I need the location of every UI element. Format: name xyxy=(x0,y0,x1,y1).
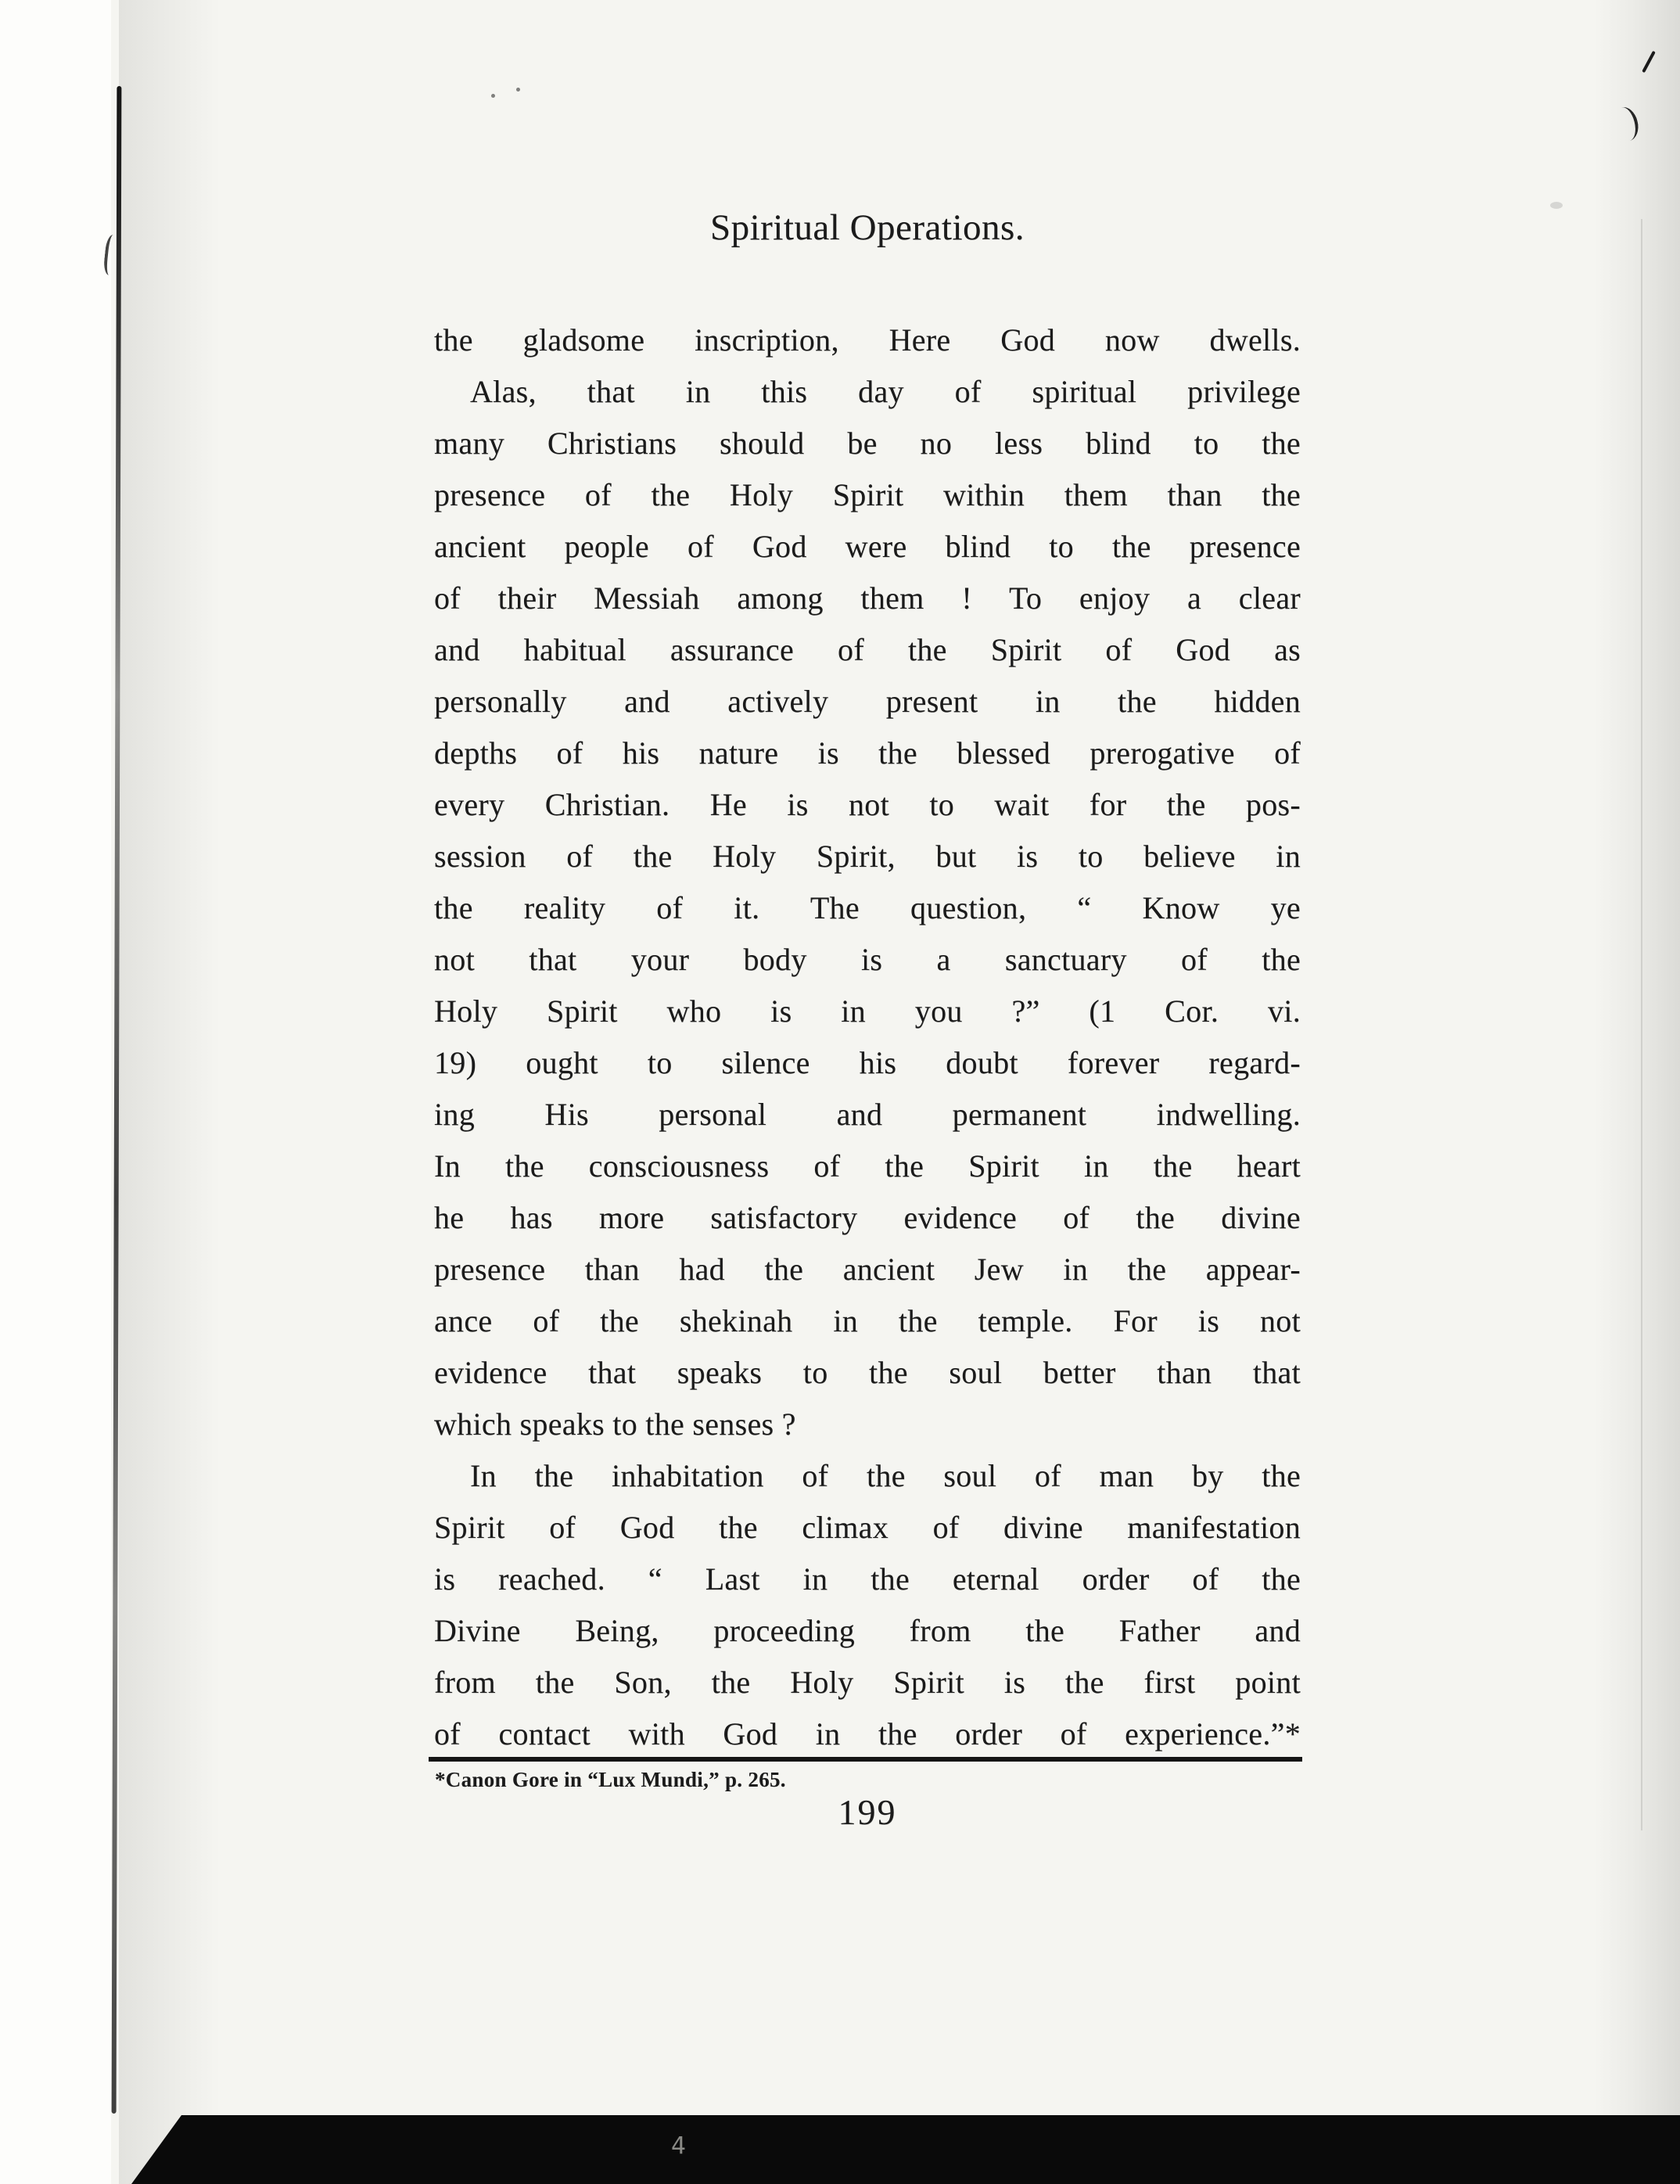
text-line: session of the Holy Spirit, but is to believe in xyxy=(434,839,1301,874)
text-line: is reached. “ Last in the eternal order of the xyxy=(434,1561,1301,1597)
page-number: 199 xyxy=(838,1792,897,1832)
text-line: ance of the shekinah in the temple. For is not xyxy=(434,1303,1301,1338)
text-line: he has more satisfactory evidence of the divine xyxy=(434,1200,1301,1235)
text-line: the gladsome inscription, Here God now dwells. xyxy=(434,322,1301,357)
gutter-shadow xyxy=(119,0,221,2184)
text-line: and habitual assurance of the Spirit of God as xyxy=(434,632,1301,667)
text-line: 19) ought to silence his doubt forever regard- xyxy=(434,1045,1301,1080)
scan-left-margin xyxy=(0,0,111,2184)
text-line: every Christian. He is not to wait for the pos- xyxy=(434,787,1301,822)
paragraph xyxy=(434,1450,1301,1760)
text-line: ing His personal and permanent indwelling. xyxy=(434,1097,1301,1132)
footnote-rule xyxy=(429,1757,1302,1762)
text-line: not that your body is a sanctuary of the xyxy=(434,942,1301,977)
text-line: from the Son, the Holy Spirit is the first point xyxy=(434,1665,1301,1700)
paragraph xyxy=(434,366,1301,1450)
running-header: Spiritual Operations. xyxy=(709,207,1025,248)
text-line: presence of the Holy Spirit within them than the xyxy=(434,477,1301,512)
text-line: depths of his nature is the blessed prerogative of xyxy=(434,735,1301,771)
paragraph xyxy=(434,314,1301,366)
ink-speck xyxy=(491,94,495,98)
text-line: presence than had the ancient Jew in the appear- xyxy=(434,1252,1301,1287)
text-line: of their Messiah among them ! To enjoy a clear xyxy=(434,580,1301,616)
page-edge-shadow xyxy=(1594,0,1680,2184)
bottom-scan-band-edge xyxy=(131,2115,181,2184)
paper-smudge xyxy=(1550,202,1563,209)
text-line: In the consciousness of the Spirit in the heart xyxy=(434,1148,1301,1184)
text-line: evidence that speaks to the soul better than that xyxy=(434,1355,1301,1390)
text-line: Divine Being, proceeding from the Father and xyxy=(434,1613,1301,1648)
body-text xyxy=(434,314,1301,1760)
ink-speck xyxy=(516,88,520,92)
text-line: of contact with God in the order of experience.”* xyxy=(434,1716,1301,1751)
text-line: Holy Spirit who is in you ?” (1 Cor. vi. xyxy=(434,993,1301,1029)
bottom-scan-band xyxy=(181,2115,1680,2184)
text-line: many Christians should be no less blind to the xyxy=(434,426,1301,461)
scan-artifact-digit: 4 xyxy=(671,2132,687,2160)
footnote: *Canon Gore in “Lux Mundi,” p. 265. xyxy=(435,1768,786,1791)
page-edge-line xyxy=(1641,219,1642,1830)
text-line: ancient people of God were blind to the presence xyxy=(434,529,1301,564)
text-line: Spirit of God the climax of divine manifestation xyxy=(434,1510,1301,1545)
text-line: In the inhabitation of the soul of man by the xyxy=(470,1458,1301,1493)
text-line: which speaks to the senses ? xyxy=(434,1406,796,1442)
text-line: the reality of it. The question, “ Know ye xyxy=(434,890,1301,925)
text-line: personally and actively present in the hidden xyxy=(434,684,1301,719)
text-line: Alas, that in this day of spiritual privilege xyxy=(470,374,1301,409)
